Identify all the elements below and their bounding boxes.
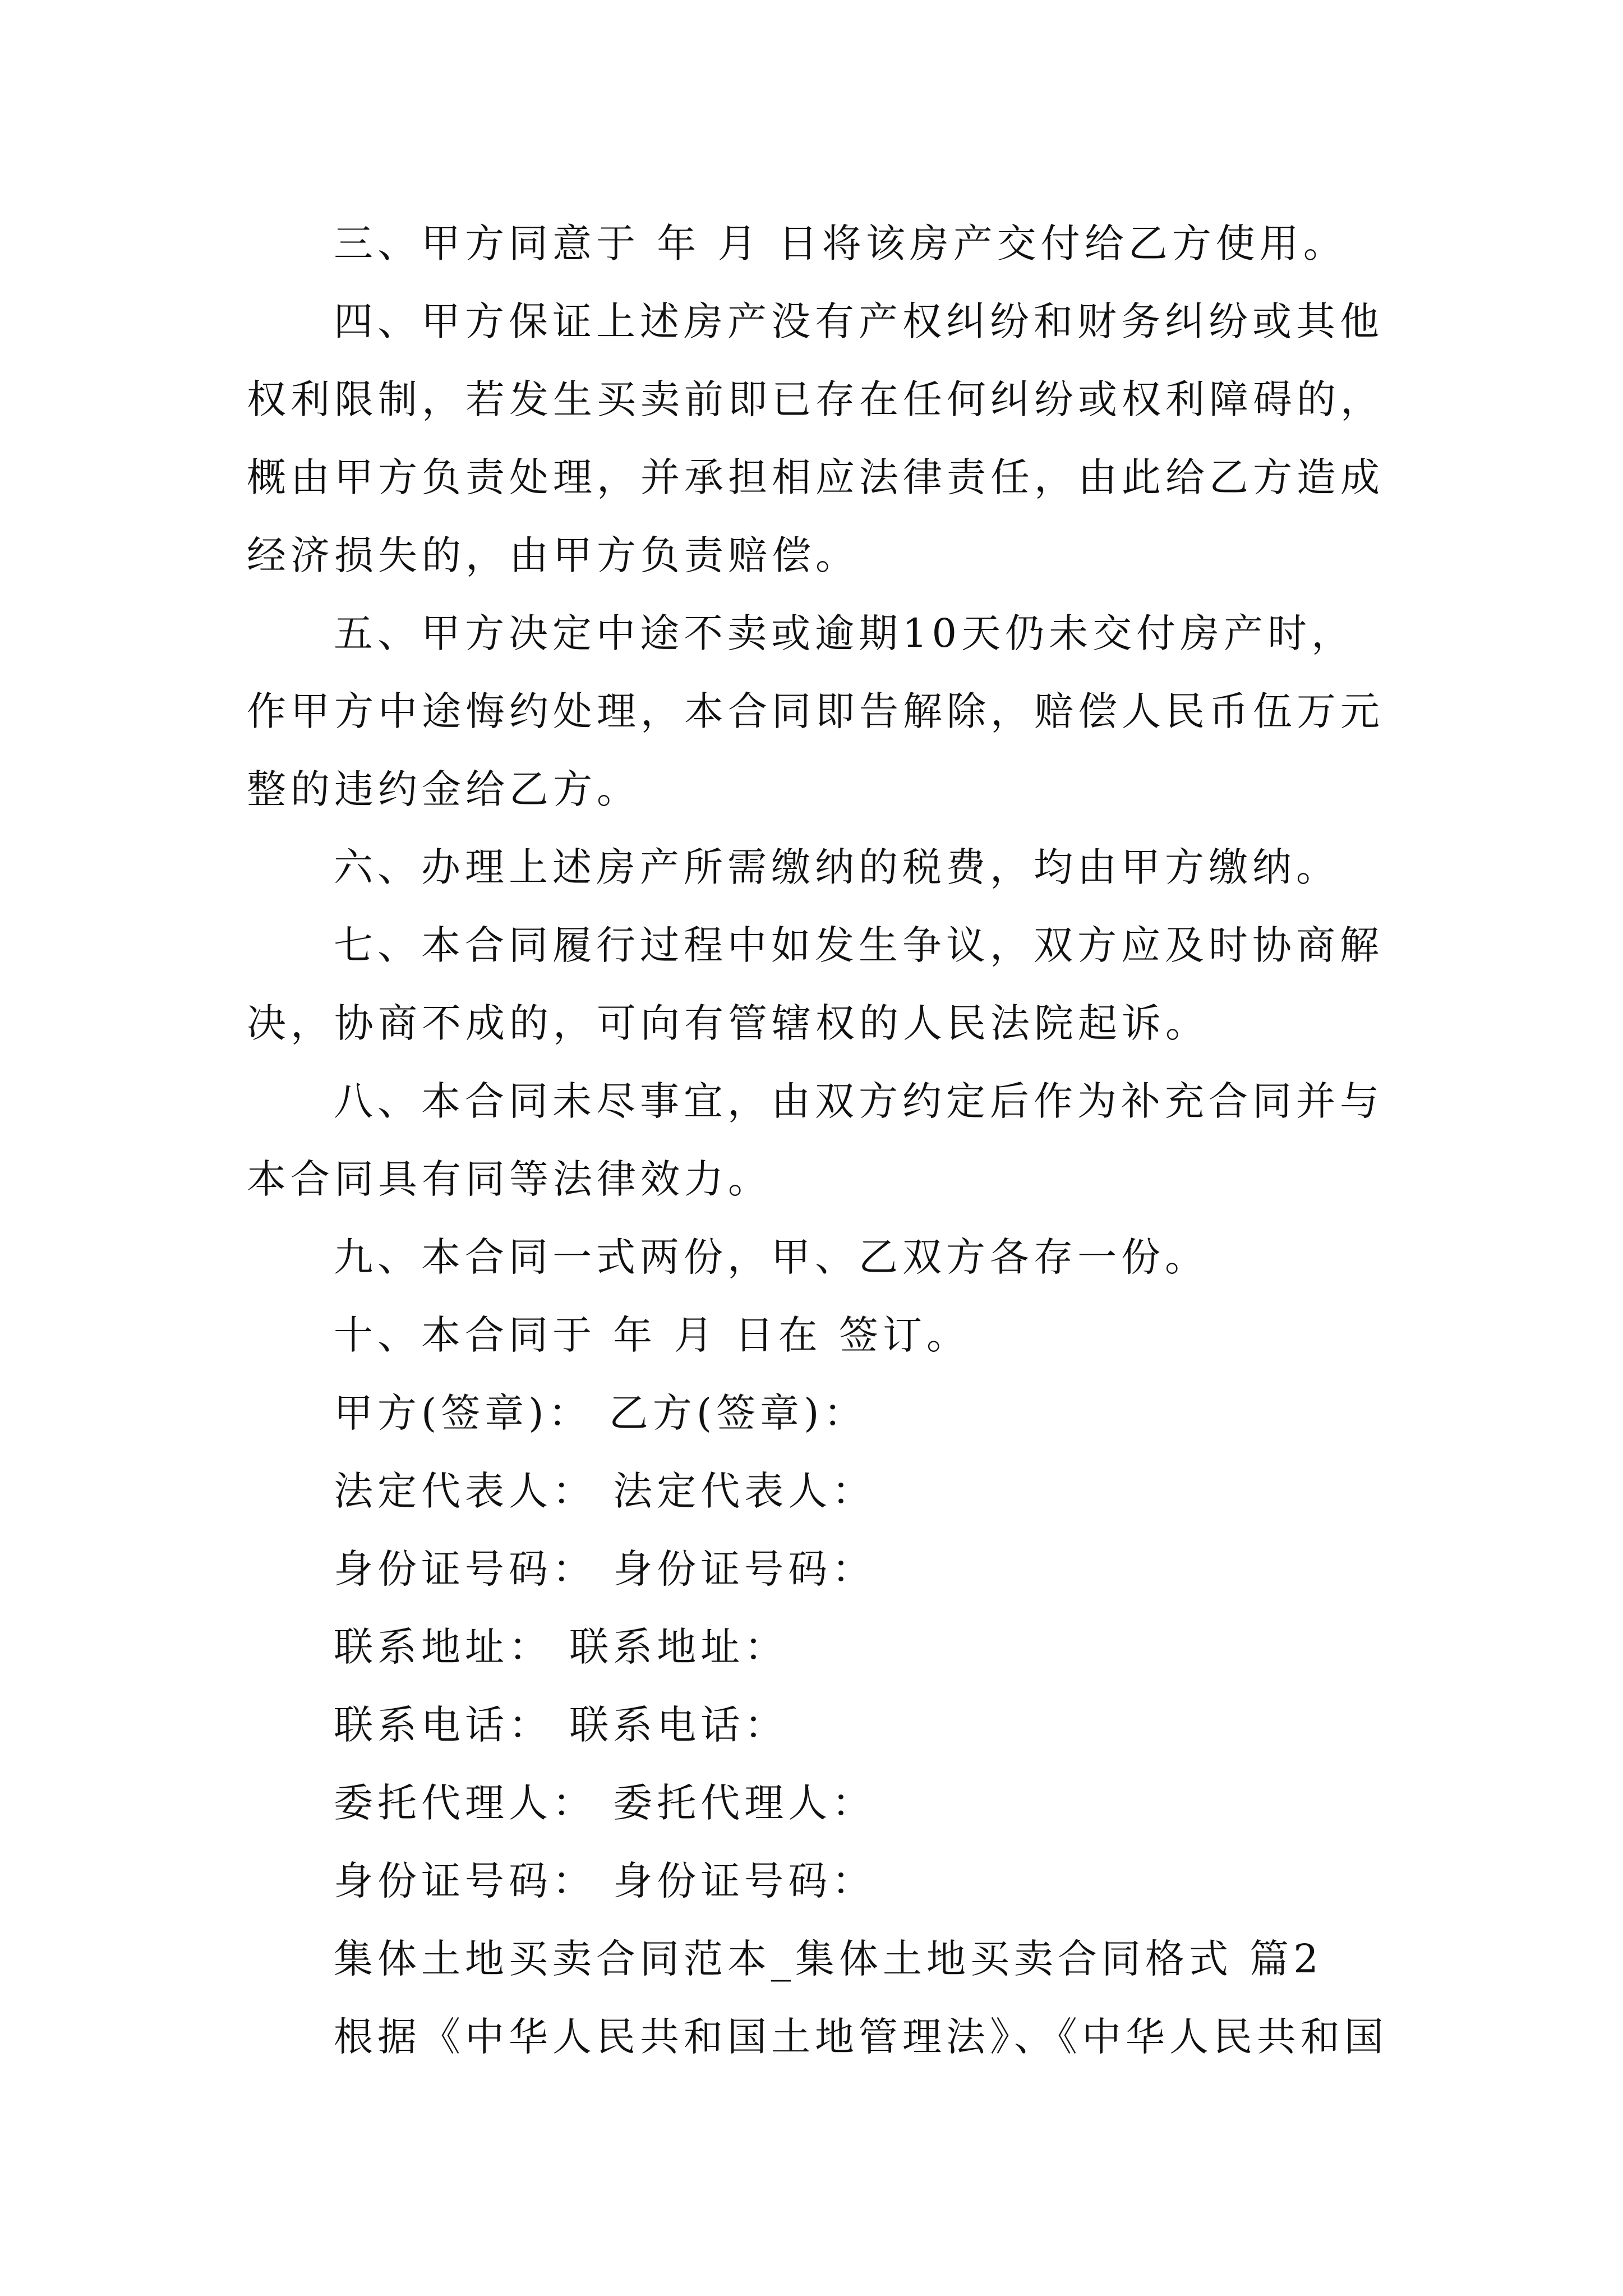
clause-9: 九、本合同一式两份，甲、乙双方各存一份。	[334, 1234, 1209, 1280]
signature-line-party: 甲方(签章)： 乙方(签章)：	[334, 1390, 868, 1436]
signature-line-id-number: 身份证号码： 身份证号码：	[334, 1546, 876, 1592]
intro-text: 根据《中华人民共和国土地管理法》、《中华人民共和国	[334, 2014, 1388, 2060]
clause-7: 七、本合同履行过程中如发生争议，双方应及时协商解决，协商不成的，可向有管辖权的人民法院起诉。	[247, 922, 1384, 1046]
clause-8: 八、本合同未尽事宜，由双方约定后作为补充合同并与本合同具有同等法律效力。	[247, 1078, 1384, 1202]
signature-line-agent: 委托代理人： 委托代理人：	[334, 1780, 876, 1826]
section-heading: 集体土地买卖合同范本_集体土地买卖合同格式 篇2	[334, 1936, 1323, 1982]
clause-5: 五、甲方决定中途不卖或逾期10天仍未交付房产时，作甲方中途悔约处理，本合同即告解除，赔偿人民币伍万元整的违约金给乙方。	[247, 610, 1384, 812]
clause-10: 十、本合同于 年 月 日在 签订。	[334, 1312, 971, 1358]
document-body	[247, 205, 1396, 2076]
signature-line-agent-id: 身份证号码： 身份证号码：	[334, 1858, 876, 1904]
signature-line-address: 联系地址： 联系地址：	[334, 1624, 789, 1670]
clause-3: 三、甲方同意于 年 月 日将该房产交付给乙方使用。	[334, 220, 1347, 266]
signature-line-phone: 联系电话： 联系电话：	[334, 1702, 789, 1748]
clause-4: 四、甲方保证上述房产没有产权纠纷和财务纠纷或其他权利限制，若发生买卖前即已存在任何纠纷或权利障碍的，概由甲方负责处理，并承担相应法律责任，由此给乙方造成经济损失的，由甲方负责赔偿。	[247, 298, 1384, 578]
clause-6: 六、办理上述房产所需缴纳的税费，均由甲方缴纳。	[334, 844, 1340, 890]
signature-line-legal-rep: 法定代表人： 法定代表人：	[334, 1468, 876, 1514]
